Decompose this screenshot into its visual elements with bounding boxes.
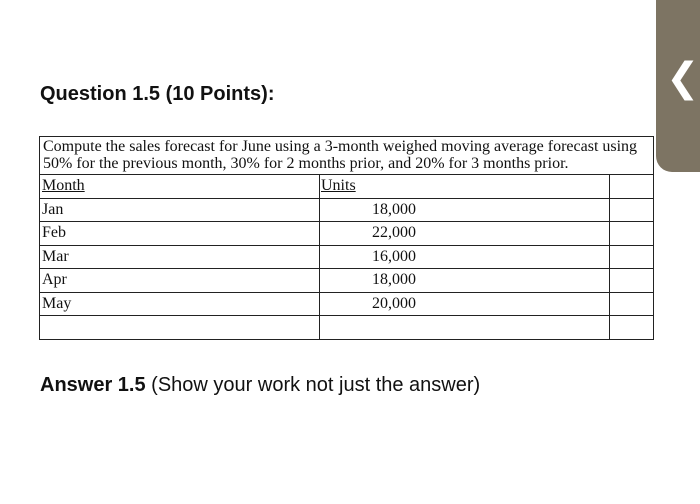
empty-cell [610,222,653,245]
month-cell: Apr [40,269,320,292]
answer-label: Answer 1.5 [40,374,146,396]
table-row [40,293,653,317]
empty-cell [40,316,320,339]
answer-instruction: (Show your work not just the answer) [145,374,481,396]
units-cell: 20,000 [372,294,416,312]
empty-cell [610,316,653,339]
table-header-row [40,175,653,199]
empty-cell [610,269,653,292]
question-prompt: Compute the sales forecast for June using a 3-month weighed moving average forecast using 50% for the previous month, 30% for 2 months prior, and 20% for 3 months prior. [40,137,653,175]
month-cell: Mar [40,246,320,269]
month-column-header: Month [40,175,320,198]
question-title: Question 1.5 (10 Points): [40,83,275,105]
units-column-header: Units [320,175,610,198]
month-cell: Jan [40,199,320,222]
empty-cell [610,175,653,198]
units-cell: 18,000 [372,271,416,288]
empty-cell [610,293,653,316]
units-cell: 18,000 [372,200,416,218]
table-row [40,222,653,246]
units-cell: 16,000 [372,247,416,265]
month-cell: Feb [40,222,320,245]
table-row-empty [40,316,653,339]
empty-cell [610,246,653,269]
chevron-left-icon: ❮ [666,55,700,101]
answer-line [40,374,480,397]
month-cell: May [40,293,320,316]
empty-cell [610,199,653,222]
table-row [40,199,653,223]
table-row [40,269,653,293]
table-row [40,246,653,270]
side-collapse-tab[interactable] [656,0,700,172]
empty-cell [320,316,610,339]
units-cell: 22,000 [372,224,416,241]
question-table [39,136,654,340]
